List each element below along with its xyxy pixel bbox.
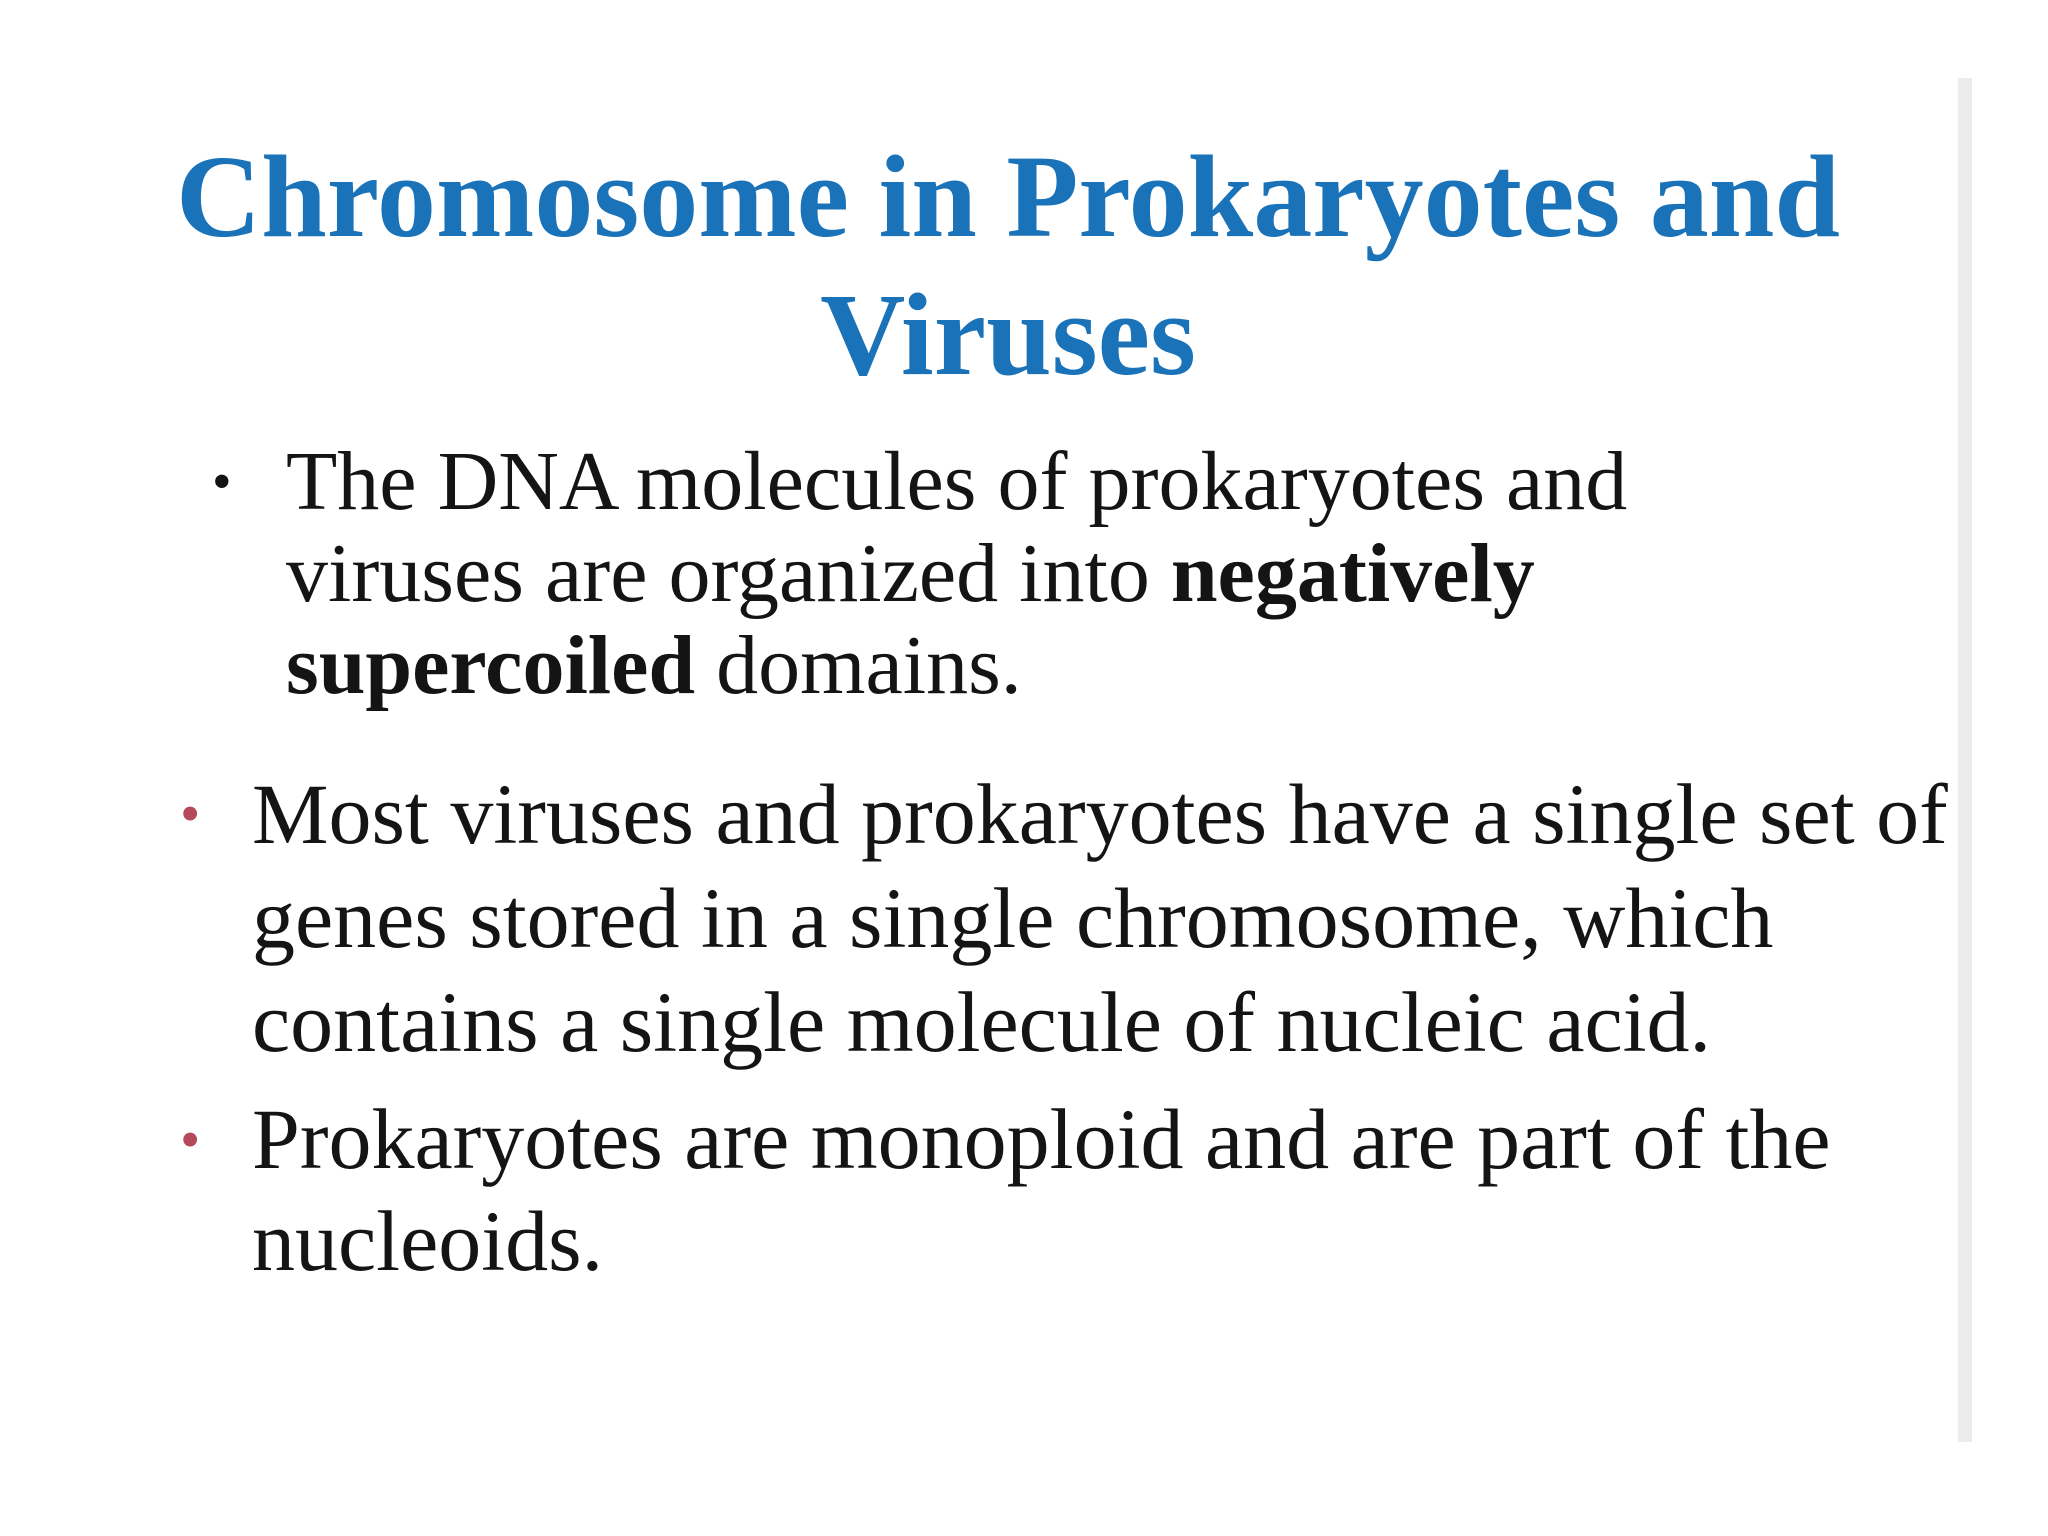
bullet-dot-icon: • (212, 451, 232, 513)
title-line-1: Chromosome in Prokaryotes and (175, 131, 1841, 262)
bullet-text-1: The DNA molecules of prokaryotes and viruses are organized into negatively supercoiled domains. (286, 435, 1628, 712)
bullet-dot-icon: • (180, 1107, 201, 1172)
right-edge-divider (1958, 78, 1972, 1442)
bullet-item-1 (212, 436, 1712, 712)
bullet-item-2 (180, 762, 1960, 1074)
bold-term-negatively: negatively (1170, 527, 1535, 620)
slide-title (140, 128, 1876, 404)
bullet-text-2: Most viruses and prokaryotes have a single set of genes stored in a single chromosome, which contains a single molecule of nucleic acid. (252, 766, 1948, 1070)
bullet-dot-icon: • (180, 781, 201, 846)
bullet-text-3: Prokaryotes are monoploid and are part of the nucleoids. (252, 1091, 1831, 1289)
title-line-2: Viruses (820, 269, 1196, 400)
bold-term-supercoiled: supercoiled (286, 619, 696, 712)
bullet-item-3 (180, 1088, 1880, 1292)
